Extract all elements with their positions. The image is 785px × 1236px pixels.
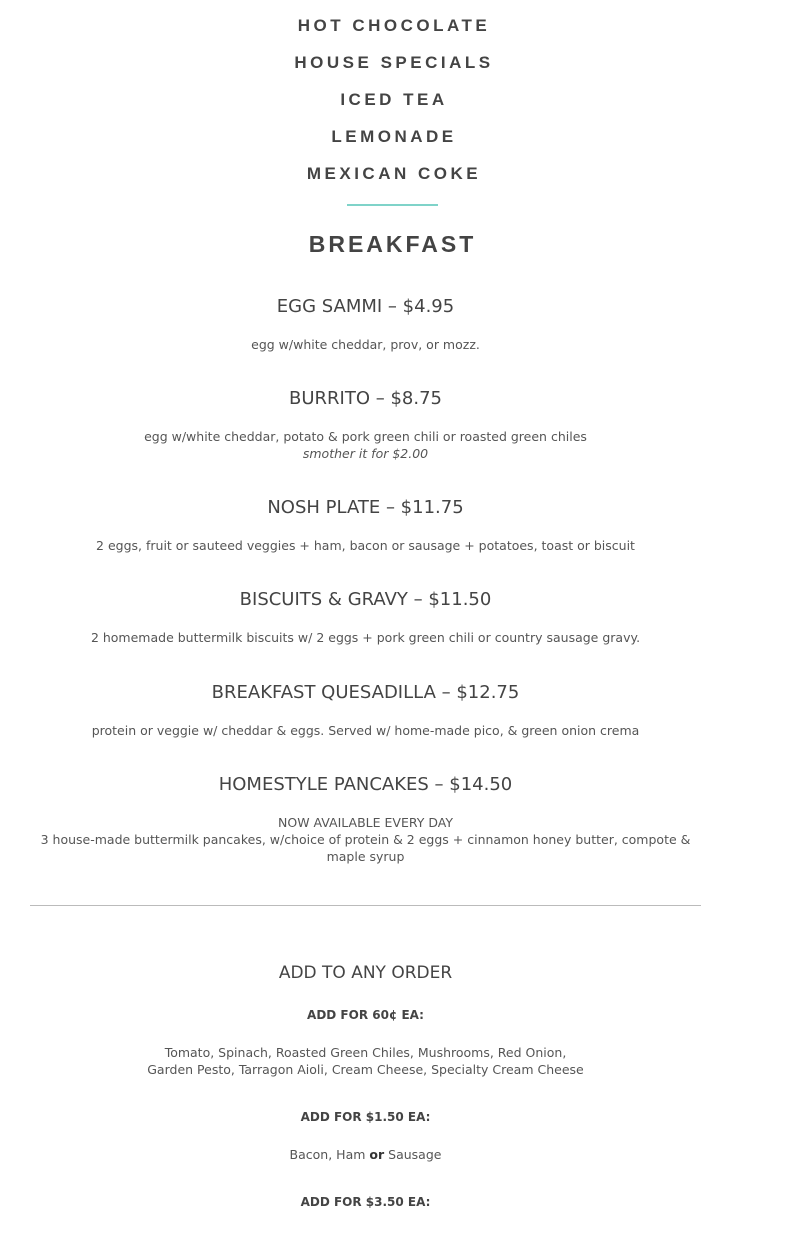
addon-or: or xyxy=(369,1147,385,1162)
menu-item xyxy=(30,491,701,554)
breakfast-menu xyxy=(30,290,701,865)
item-description: egg w/white cheddar, potato & pork green chili or roasted green chiles xyxy=(144,429,587,444)
addon-price-label: ADD FOR $1.50 EA: xyxy=(300,1110,431,1124)
drink-item: LEMONADE xyxy=(331,127,457,146)
menu-item xyxy=(30,676,701,739)
item-note: smother it for $2.00 xyxy=(302,446,429,461)
item-description: protein or veggie w/ cheddar & eggs. Served w/ home-made pico, & green onion crema xyxy=(91,723,640,738)
item-description: egg w/white cheddar, prov, or mozz. xyxy=(251,337,480,352)
menu-item xyxy=(30,290,701,353)
addon-list xyxy=(30,1146,701,1163)
item-availability: NOW AVAILABLE EVERY DAY xyxy=(278,815,453,830)
addon-list xyxy=(30,1044,701,1078)
item-name: BREAKFAST QUESADILLA – $12.75 xyxy=(211,682,520,703)
section-title: BREAKFAST xyxy=(308,231,477,257)
drink-item: MEXICAN COKE xyxy=(306,164,482,183)
item-name: BISCUITS & GRAVY – $11.50 xyxy=(239,589,492,610)
menu-item xyxy=(30,583,701,646)
addon-text: Bacon, Ham xyxy=(289,1147,370,1162)
drink-item: HOT CHOCOLATE xyxy=(297,16,491,35)
drink-item: ICED TEA xyxy=(340,90,448,109)
item-name: HOMESTYLE PANCAKES – $14.50 xyxy=(218,774,513,795)
addon-line: Garden Pesto, Tarragon Aioli, Cream Cheese, Specialty Cream Cheese xyxy=(147,1062,584,1077)
item-description: 2 homemade buttermilk biscuits w/ 2 eggs + pork green chili or country sausage gravy. xyxy=(90,630,641,645)
addons-title: ADD TO ANY ORDER xyxy=(278,963,453,983)
item-description: 2 eggs, fruit or sauteed veggies + ham, bacon or sausage + potatoes, toast or biscuit xyxy=(96,538,635,553)
section-divider xyxy=(347,204,438,206)
drink-item: HOUSE SPECIALS xyxy=(294,53,494,72)
addon-text: Sausage xyxy=(384,1147,442,1162)
item-name: NOSH PLATE – $11.75 xyxy=(267,497,464,518)
menu-item xyxy=(30,768,701,865)
addons-section xyxy=(30,958,701,1211)
menu-item xyxy=(30,382,701,462)
item-name: BURRITO – $8.75 xyxy=(289,388,442,409)
drinks-list xyxy=(0,14,785,199)
item-description: 3 house-made buttermilk pancakes, w/choice of protein & 2 eggs + cinnamon honey butter, compote & maple syrup xyxy=(40,832,691,864)
addon-price-label: ADD FOR 60¢ EA: xyxy=(307,1008,424,1022)
item-name: EGG SAMMI – $4.95 xyxy=(276,296,455,317)
addon-line: Tomato, Spinach, Roasted Green Chiles, Mushrooms, Red Onion, xyxy=(164,1045,567,1060)
addon-price-label: ADD FOR $3.50 EA: xyxy=(300,1195,431,1209)
horizontal-divider xyxy=(30,905,701,906)
